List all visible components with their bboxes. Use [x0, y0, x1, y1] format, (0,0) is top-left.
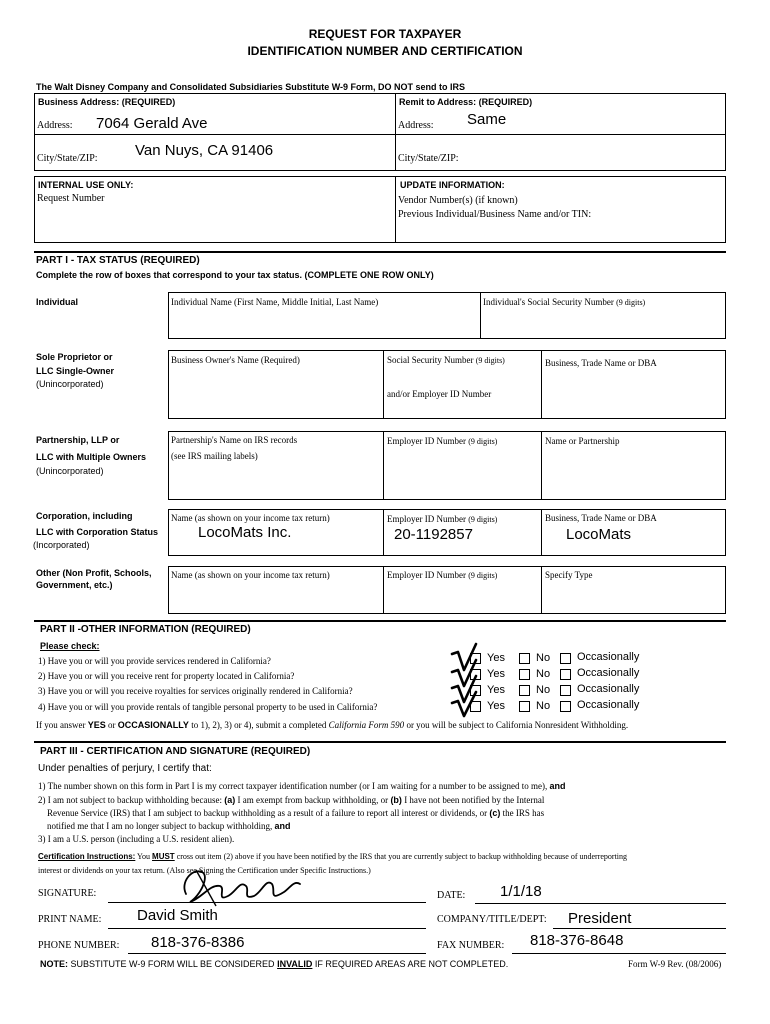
corporation-ein-label: Employer ID Number (9 digits) — [387, 514, 498, 524]
date-label: DATE: — [437, 890, 466, 901]
sole-label-2: LLC Single-Owner — [36, 366, 115, 376]
remit-city-label: City/State/ZIP: — [398, 153, 459, 164]
form-title-line1: REQUEST FOR TAXPAYER — [308, 27, 462, 41]
other-label-2: Government, etc.) — [36, 580, 113, 590]
partnership-label-2: LLC with Multiple Owners — [36, 452, 146, 462]
corporation-sub: (Incorporated) — [33, 540, 90, 550]
cert-item-3: 3) I am a U.S. person (including a U.S. resident alien). — [38, 834, 235, 844]
question-4: 4) Have you or will you provide rentals of tangible personal property to be used in California? — [38, 702, 378, 712]
internal-update-section — [34, 176, 726, 243]
q1-no-checkbox[interactable] — [519, 653, 530, 664]
previous-name-label: Previous Individual/Business Name and/or TIN: — [398, 209, 592, 220]
form-revision: Form W-9 Rev. (08/2006) — [628, 959, 722, 969]
please-check-label: Please check: — [40, 641, 100, 651]
other-type-label: Specify Type — [545, 570, 593, 580]
request-number-label: Request Number — [37, 193, 105, 204]
internal-use-heading: INTERNAL USE ONLY: — [38, 180, 134, 190]
partnership-name2-label: Name or Partnership — [545, 436, 620, 446]
form-title-line2: IDENTIFICATION NUMBER AND CERTIFICATION — [247, 44, 523, 58]
q3-no-checkbox[interactable] — [519, 685, 530, 696]
phone-label: PHONE NUMBER: — [38, 940, 120, 951]
sole-label-1: Sole Proprietor or — [36, 352, 113, 362]
sole-dba-label: Business, Trade Name or DBA — [545, 358, 657, 368]
company-title-field[interactable]: President — [568, 910, 632, 927]
signature-label: SIGNATURE: — [38, 888, 97, 899]
cert-instructions-1: Certification Instructions: You MUST cross out item (2) above if you have been notified by the IRS that you are currently subject to backup withholding because of underreporting — [38, 852, 628, 861]
corporation-ein-field[interactable]: 20-1192857 — [394, 526, 473, 543]
q1-yes-label: Yes — [487, 652, 505, 664]
q2-yes-label: Yes — [487, 668, 505, 680]
sole-ssn-label: Social Security Number (9 digits) — [387, 355, 505, 365]
q2-occasionally-label: Occasionally — [577, 667, 640, 679]
individual-ssn-label: Individual's Social Security Number (9 digits) — [483, 297, 646, 307]
print-name-label: PRINT NAME: — [38, 914, 102, 925]
other-ein-label: Employer ID Number (9 digits) — [387, 570, 498, 580]
q3-no-label: No — [536, 684, 551, 696]
q3-occasionally-label: Occasionally — [577, 683, 640, 695]
individual-name-label: Individual Name (First Name, Middle Initial, Last Name) — [171, 297, 379, 307]
corporation-label-2: LLC with Corporation Status — [36, 527, 158, 537]
perjury-statement: Under penalties of perjury, I certify that: — [38, 763, 212, 774]
q2-no-checkbox[interactable] — [519, 669, 530, 680]
corporation-label-1: Corporation, including — [36, 511, 133, 521]
q4-occasionally-label: Occasionally — [577, 699, 640, 711]
q4-yes-label: Yes — [487, 700, 505, 712]
part2-heading: PART II -OTHER INFORMATION (REQUIRED) — [40, 624, 251, 635]
q2-no-label: No — [536, 668, 551, 680]
footer-note: NOTE: SUBSTITUTE W-9 FORM WILL BE CONSIDERED INVALID IF REQUIRED AREAS ARE NOT COMPLETED. — [40, 959, 509, 969]
form-subtitle: The Walt Disney Company and Consolidated Subsidiaries Substitute W-9 Form, DO NOT send to IRS — [36, 82, 466, 92]
business-city-field[interactable]: Van Nuys, CA 91406 — [135, 142, 274, 159]
question-3: 3) Have you or will you receive royalties for services originally rendered in California? — [38, 686, 353, 696]
cert-item-2c: notified me that I am no longer subject to backup withholding, and — [47, 821, 291, 831]
q4-occasionally-checkbox[interactable] — [560, 701, 571, 712]
company-title-label: COMPANY/TITLE/DEPT: — [437, 914, 547, 925]
cert-instructions-2: interest or dividends on your tax return. (Also see Signing the Certification under Specific Instructions.) — [38, 866, 371, 875]
part1-instruction: Complete the row of boxes that correspond to your tax status. (COMPLETE ONE ROW ONLY) — [36, 270, 434, 280]
business-city-label: City/State/ZIP: — [37, 153, 98, 164]
business-address-heading: Business Address: (REQUIRED) — [38, 97, 176, 107]
question-1: 1) Have you or will you provide services rendered in California? — [38, 656, 271, 666]
part1-heading: PART I - TAX STATUS (REQUIRED) — [36, 255, 200, 266]
corporation-name-field[interactable]: LocoMats Inc. — [198, 524, 292, 541]
partnership-label-1: Partnership, LLP or — [36, 435, 120, 445]
fax-label: FAX NUMBER: — [437, 940, 505, 951]
update-info-heading: UPDATE INFORMATION: — [400, 180, 505, 190]
phone-field[interactable]: 818-376-8386 — [151, 934, 245, 951]
other-name-label: Name (as shown on your income tax return) — [171, 570, 330, 580]
q3-occasionally-checkbox[interactable] — [560, 685, 571, 696]
individual-label: Individual — [36, 297, 79, 307]
remit-address-heading: Remit to Address: (REQUIRED) — [399, 97, 533, 107]
partnership-sub: (Unincorporated) — [36, 466, 104, 476]
partnership-name-label: Partnership's Name on IRS records — [171, 435, 298, 445]
handwritten-signature — [176, 862, 316, 912]
remit-address-label: Address: — [398, 120, 434, 131]
q3-yes-label: Yes — [487, 684, 505, 696]
business-address-label: Address: — [37, 120, 73, 131]
cert-item-2b: Revenue Service (IRS) that I am subject to backup withholding as a result of a failure to report all interest or dividends, or (c) the IRS has — [47, 808, 545, 818]
q1-occasionally-label: Occasionally — [577, 651, 640, 663]
vendor-number-label: Vendor Number(s) (if known) — [398, 195, 518, 206]
date-field[interactable]: 1/1/18 — [500, 883, 542, 900]
other-label-1: Other (Non Profit, Schools, — [36, 568, 152, 578]
part3-heading: PART III - CERTIFICATION AND SIGNATURE (REQUIRED) — [40, 746, 311, 757]
business-address-field[interactable]: 7064 Gerald Ave — [96, 115, 208, 132]
partnership-ein-label: Employer ID Number (9 digits) — [387, 436, 498, 446]
q4-no-label: No — [536, 700, 551, 712]
q4-no-checkbox[interactable] — [519, 701, 530, 712]
corporation-dba-field[interactable]: LocoMats — [566, 526, 632, 543]
sole-ein-label: and/or Employer ID Number — [387, 389, 492, 399]
cert-item-2a: 2) I am not subject to backup withholding because: (a) I am exempt from backup withholding, or (b) I have not been notified by the Internal — [38, 795, 545, 805]
remit-address-field[interactable]: Same — [467, 111, 507, 128]
handwritten-checkmarks — [446, 640, 486, 720]
corporation-name-label: Name (as shown on your income tax return) — [171, 513, 330, 523]
q2-occasionally-checkbox[interactable] — [560, 669, 571, 680]
corporation-dba-label: Business, Trade Name or DBA — [545, 513, 657, 523]
fax-field[interactable]: 818-376-8648 — [530, 932, 624, 949]
q1-no-label: No — [536, 652, 551, 664]
question-2: 2) Have you or will you receive rent for property located in California? — [38, 671, 295, 681]
partnership-name-sub: (see IRS mailing labels) — [171, 451, 258, 461]
print-name-field[interactable]: David Smith — [137, 907, 218, 924]
sole-owner-label: Business Owner's Name (Required) — [171, 355, 300, 365]
part2-footnote: If you answer YES or OCCASIONALLY to 1), 2), 3) or 4), submit a completed California Form 590 or you will be subject to California Nonresident Withholding. — [36, 720, 629, 730]
cert-item-1: 1) The number shown on this form in Part I is my correct taxpayer identification number (or I am waiting for a number to be assigned to me), and — [38, 781, 566, 791]
sole-sub: (Unincorporated) — [36, 379, 104, 389]
q1-occasionally-checkbox[interactable] — [560, 653, 571, 664]
